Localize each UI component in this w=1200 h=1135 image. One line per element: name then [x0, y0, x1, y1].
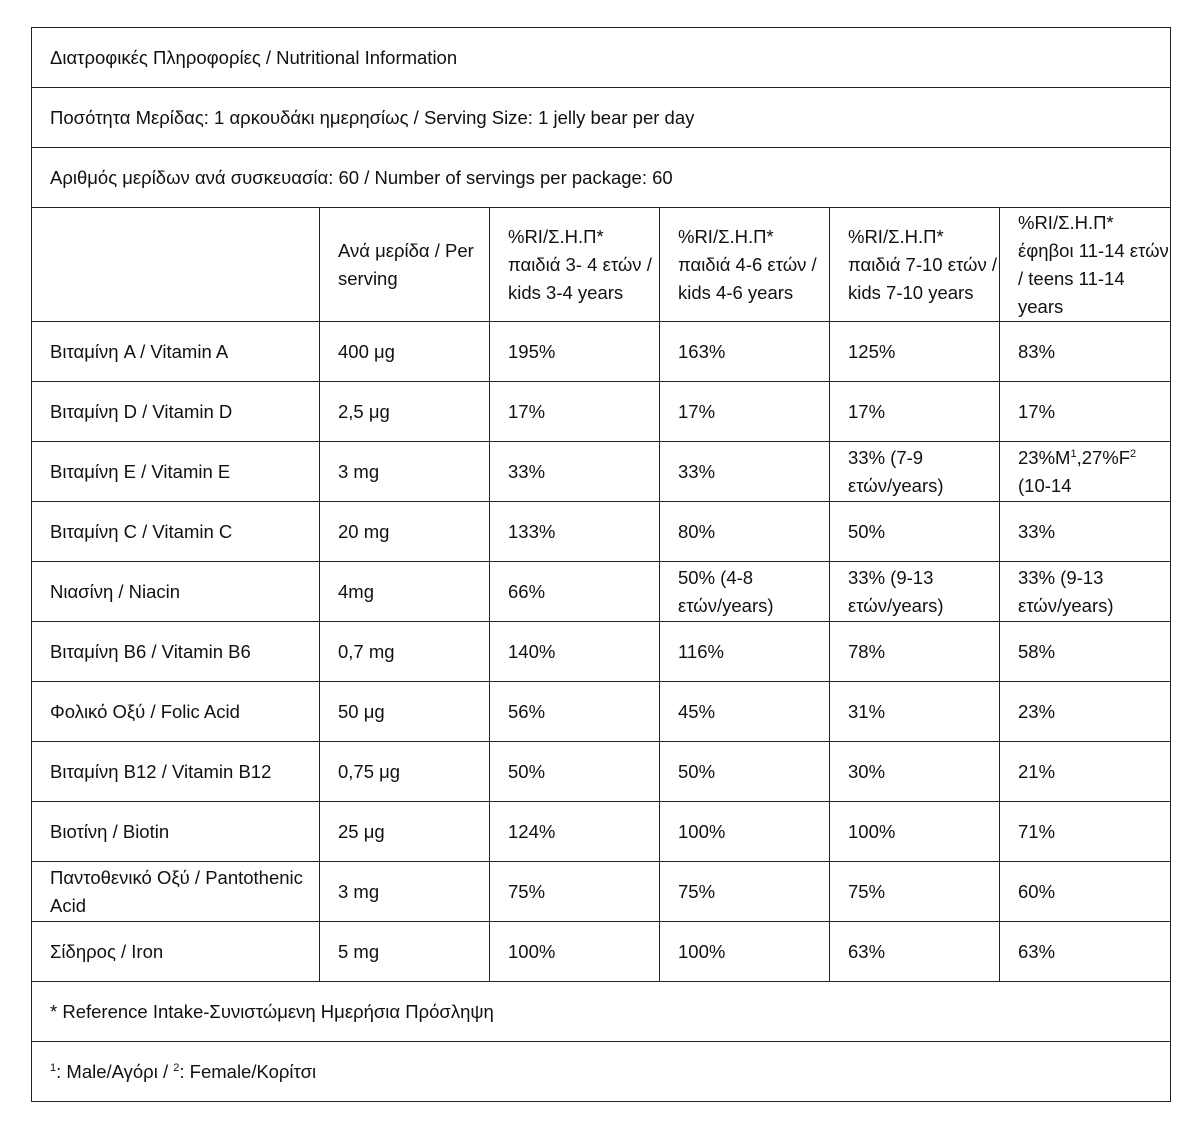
ri-percent-cell: 33%	[490, 442, 660, 502]
ri-percent-cell: 17%	[660, 382, 830, 442]
ri-percent-cell: 195%	[490, 322, 660, 382]
ri-percent-cell: 63%	[830, 922, 1000, 982]
ri-percent-cell: 75%	[830, 862, 1000, 922]
per-serving-value: 4mg	[320, 562, 490, 622]
nutrient-name: Νιασίνη / Niacin	[32, 562, 320, 622]
header-cell: %RI/Σ.Η.Π* παιδιά 4-6 ετών / kids 4-6 years	[660, 208, 830, 322]
header-cell: %RI/Σ.Η.Π* έφηβοι 11-14 ετών / teens 11-14 years	[1000, 208, 1171, 322]
vitamin-e-teens-cell	[1000, 442, 1171, 502]
table-row	[32, 382, 1171, 442]
header-cell: %RI/Σ.Η.Π* παιδιά 7-10 ετών / kids 7-10 years	[830, 208, 1000, 322]
ri-percent-cell: 125%	[830, 322, 1000, 382]
ri-percent-cell: 75%	[490, 862, 660, 922]
ri-percent-cell: 17%	[490, 382, 660, 442]
ri-percent-cell: 21%	[1000, 742, 1171, 802]
ri-percent-cell: 140%	[490, 622, 660, 682]
nutrient-name: Βιταμίνη A / Vitamin A	[32, 322, 320, 382]
table-row	[32, 322, 1171, 382]
ri-percent-cell: 56%	[490, 682, 660, 742]
table-row	[32, 742, 1171, 802]
ri-percent-cell: 30%	[830, 742, 1000, 802]
header-cell	[32, 208, 320, 322]
ri-percent-cell: 83%	[1000, 322, 1171, 382]
header-row	[32, 208, 1171, 322]
footnote-row	[32, 1042, 1171, 1102]
table-row	[32, 862, 1171, 922]
ri-text: (10-14	[1018, 474, 1072, 496]
ri-percent-cell: 60%	[1000, 862, 1171, 922]
per-serving-value: 25 μg	[320, 802, 490, 862]
ri-percent-cell: 17%	[1000, 382, 1171, 442]
ri-percent-cell: 124%	[490, 802, 660, 862]
ri-percent-cell: 100%	[660, 922, 830, 982]
nutrient-name: Βιταμίνη D / Vitamin D	[32, 382, 320, 442]
ri-percent-cell: 45%	[660, 682, 830, 742]
table-row	[32, 502, 1171, 562]
ri-percent-cell: 63%	[1000, 922, 1171, 982]
footnote-marker: 1	[50, 1061, 57, 1074]
ri-percent-cell: 75%	[660, 862, 830, 922]
ri-percent-cell: 33%	[660, 442, 830, 502]
ri-percent-cell: 33% (9-13 ετών/years)	[1000, 562, 1171, 622]
table-row	[32, 442, 1171, 502]
per-serving-value: 400 μg	[320, 322, 490, 382]
ri-percent-cell: 50%	[490, 742, 660, 802]
per-serving-value: 0,7 mg	[320, 622, 490, 682]
ri-percent-cell: 33% (9-13 ετών/years)	[830, 562, 1000, 622]
nutrient-name: Βιταμίνη B12 / Vitamin B12	[32, 742, 320, 802]
nutrient-name: Σίδηρος / Iron	[32, 922, 320, 982]
ri-percent-cell: 50%	[830, 502, 1000, 562]
ri-percent-cell: 80%	[660, 502, 830, 562]
nutrition-table	[31, 27, 1171, 1102]
ri-percent-cell: 23%	[1000, 682, 1171, 742]
per-serving-value: 20 mg	[320, 502, 490, 562]
nutrient-name: Βιοτίνη / Biotin	[32, 802, 320, 862]
per-serving-value: 2,5 μg	[320, 382, 490, 442]
per-serving-value: 50 μg	[320, 682, 490, 742]
footnote-marker: 1	[1070, 447, 1077, 460]
servings-per-package: Αριθμός μερίδων ανά συσκευασία: 60 / Number of servings per package: 60	[32, 148, 1171, 208]
ri-percent-cell: 100%	[490, 922, 660, 982]
nutrient-name: Παντοθενικό Οξύ / Pantothenic Acid	[32, 862, 320, 922]
footnote-text: : Female/Κορίτσι	[179, 1060, 317, 1082]
ri-percent-cell: 33% (7-9 ετών/years)	[830, 442, 1000, 502]
footnote-sex	[32, 1042, 1171, 1102]
header-cell: %RI/Σ.Η.Π* παιδιά 3- 4 ετών / kids 3-4 years	[490, 208, 660, 322]
ri-percent-cell: 50% (4-8 ετών/years)	[660, 562, 830, 622]
ri-percent-cell: 133%	[490, 502, 660, 562]
footnote-marker: 2	[173, 1061, 180, 1074]
ri-percent-cell: 33%	[1000, 502, 1171, 562]
ri-text: ,27%F	[1076, 446, 1131, 468]
per-serving-value: 0,75 μg	[320, 742, 490, 802]
footnote-reference-intake: * Reference Intake-Συνιστώμενη Ημερήσια Πρόσληψη	[32, 982, 1171, 1042]
table-title: Διατροφικές Πληροφορίες / Nutritional Information	[32, 28, 1171, 88]
ri-percent-cell: 100%	[830, 802, 1000, 862]
nutrient-name: Φολικό Οξύ / Folic Acid	[32, 682, 320, 742]
serving-size: Ποσότητα Μερίδας: 1 αρκουδάκι ημερησίως / Serving Size: 1 jelly bear per day	[32, 88, 1171, 148]
table-row	[32, 562, 1171, 622]
ri-text: 23%M	[1018, 446, 1071, 468]
per-serving-value: 5 mg	[320, 922, 490, 982]
table-row	[32, 682, 1171, 742]
per-serving-value: 3 mg	[320, 862, 490, 922]
table-row	[32, 622, 1171, 682]
ri-percent-cell: 31%	[830, 682, 1000, 742]
nutrient-name: Βιταμίνη E / Vitamin E	[32, 442, 320, 502]
ri-percent-cell: 116%	[660, 622, 830, 682]
nutrient-name: Βιταμίνη B6 / Vitamin B6	[32, 622, 320, 682]
ri-percent-cell: 163%	[660, 322, 830, 382]
header-cell: Ανά μερίδα / Per serving	[320, 208, 490, 322]
ri-percent-cell: 50%	[660, 742, 830, 802]
title-row	[32, 28, 1171, 88]
footnote-marker: 2	[1130, 447, 1137, 460]
ri-percent-cell: 17%	[830, 382, 1000, 442]
table-row	[32, 802, 1171, 862]
ri-percent-cell: 78%	[830, 622, 1000, 682]
ri-percent-cell: 71%	[1000, 802, 1171, 862]
ri-percent-cell: 58%	[1000, 622, 1171, 682]
ri-percent-cell: 100%	[660, 802, 830, 862]
footnote-row	[32, 982, 1171, 1042]
table-row	[32, 922, 1171, 982]
ri-percent-cell: 66%	[490, 562, 660, 622]
per-serving-value: 3 mg	[320, 442, 490, 502]
footnote-text: : Male/Αγόρι /	[56, 1060, 174, 1082]
nutrient-name: Βιταμίνη C / Vitamin C	[32, 502, 320, 562]
servings-per-package-row	[32, 148, 1171, 208]
serving-size-row	[32, 88, 1171, 148]
